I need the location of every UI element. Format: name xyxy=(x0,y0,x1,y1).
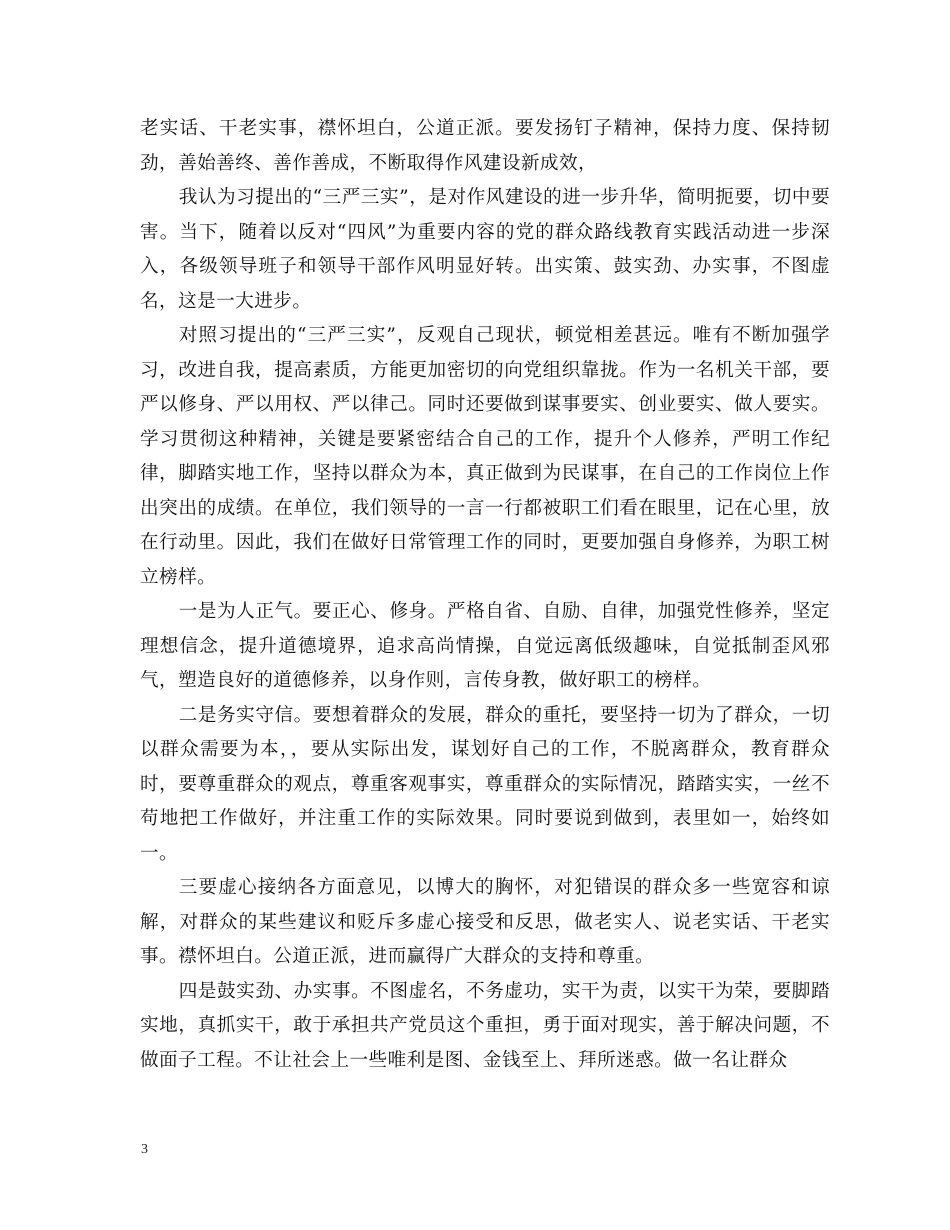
paragraph-4: 一是为人正气。要正心、修身。严格自省、自励、自律，加强党性修养，坚定理想信念，提升道德境界，追求高尚情操，自觉远离低级趣味，自觉抵制歪风邪气，塑造良好的道德修养，以身作则，言传身教，做好职工的榜样。 xyxy=(140,601,830,691)
paragraph-7: 四是鼓实劲、办实事。不图虚名，不务虚功，实干为责，以实干为荣，要脚踏实地，真抓实干，敢于承担共产党员这个重担，勇于面对现实，善于解决问题，不做面子工程。不让社会上一些唯利是图、金钱至上、拜所迷惑。做一名让群众 xyxy=(140,980,830,1071)
paragraph-2: 我认为习提出的“三严三实”，是对作风建设的进一步升华，简明扼要，切中要害。当下，随着以反对“四风”为重要内容的党的群众路线教育实践活动进一步深入，各级领导班子和领导干部作风明显好转。出实策、鼓实劲、办实事，不图虚名，这是一大进步。 xyxy=(140,187,830,312)
paragraph-1: 老实话、干老实事，襟怀坦白，公道正派。要发扬钉子精神，保持力度、保持韧劲，善始善终、善作善成，不断取得作风建设新成效， xyxy=(140,118,830,174)
paragraph-6: 三要虚心接纳各方面意见，以博大的胸怀，对犯错误的群众多一些宽容和谅解，对群众的某些建议和贬斥多虚心接受和反思，做老实人、说老实话、干老实事。襟怀坦白。公道正派，进而赢得广大群众的支持和尊重。 xyxy=(140,877,830,967)
page-number: 3 xyxy=(141,1142,148,1157)
paragraph-5: 二是务实守信。要想着群众的发展，群众的重托，要坚持一切为了群众，一切以群众需要为本，，要从实际出发，谋划好自己的工作，不脱离群众，教育群众时，要尊重群众的观点，尊重客观事实，尊重群众的实际情况，踏踏实实，一丝不苟地把工作做好，并注重工作的实际效果。同时要说到做到，表里如一，始终如一。 xyxy=(140,704,830,864)
paragraph-3: 对照习提出的“三严三实”，反观自己现状，顿觉相差甚远。唯有不断加强学习，改进自我，提高素质，方能更加密切的向党组织靠拢。作为一名机关干部，要严以修身、严以用权、严以律己。同时还要做到谋事要实、创业要实、做人要实。学习贯彻这种精神，关键是要紧密结合自己的工作，提升个人修养，严明工作纪律，脚踏实地工作，坚持以群众为本，真正做到为民谋事，在自己的工作岗位上作出突出的成绩。在单位，我们领导的一言一行都被职工们看在眼里，记在心里，放在行动里。因此，我们在做好日常管理工作的同时，更要加强自身修养，为职工树立榜样。 xyxy=(140,325,830,588)
document-body xyxy=(140,112,830,1078)
